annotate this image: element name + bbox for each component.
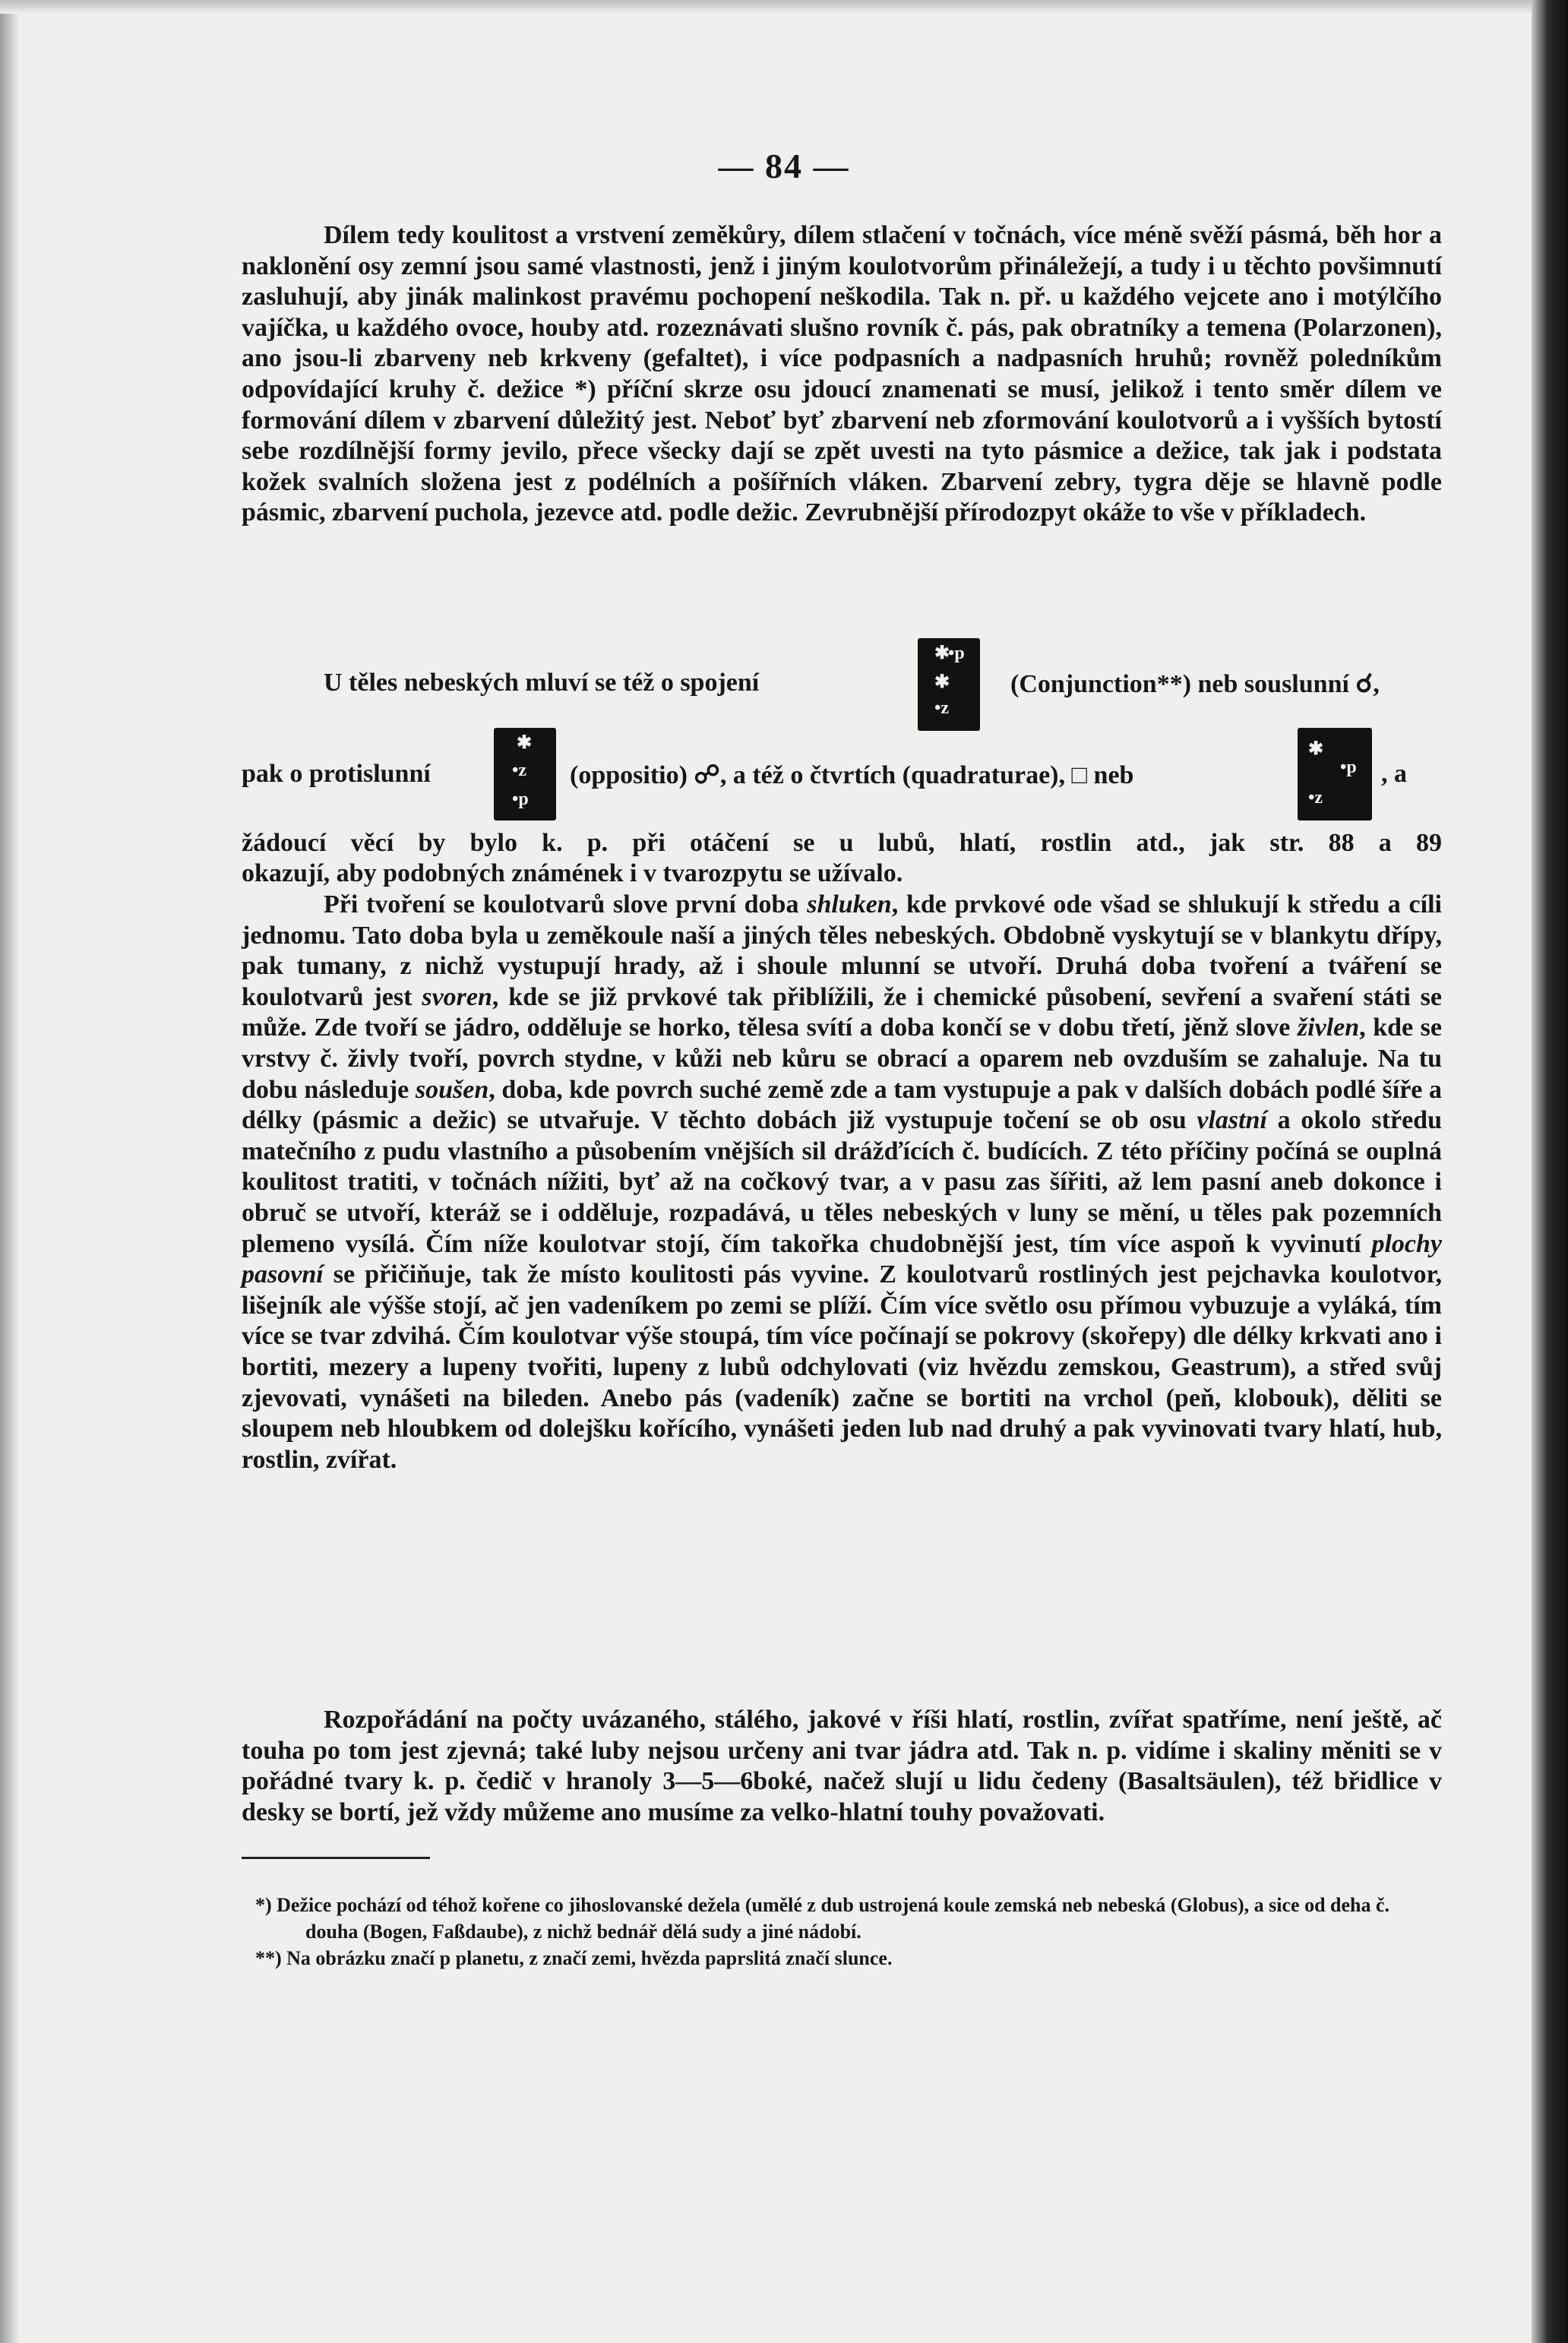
paragraph-3-part: , kde se vrstvy č. živly tvoří, povrch stydne, v kůži neb kůru se obrací a oparem neb ovzduším se zahaluje. Na tu dobu následuje [242,1013,1443,1104]
term-zivlen: živlen [1297,1013,1360,1042]
opposition-text: pak o protislunní [242,760,431,788]
paragraph-3-part: , kde prvkové ode všad se shlukují k středu a cíli jednomu. Tato doba byla u zeměkoule naší a jiných těles nebeských. Obdobně vyskytují se v blankytu dřípy, pak tumany, z nichž vystupují hrady, až i shoule mlunní se utvoří. Druhá doba tvoření a tváření se koulotvarů jest [242,890,1442,1011]
paragraph-3 [242,890,1442,1475]
planet-symbol: •p [1340,757,1357,777]
page-top-edge [0,0,1568,14]
paragraph-1 [242,220,1442,529]
footnote-divider [242,1857,430,1859]
term-svoren: svoren [422,982,492,1011]
page-number: — 84 — [718,147,850,185]
conjunction-row [242,638,1442,737]
conjunction-label: (Conjunction**) neb souslunní ☌, [1010,670,1380,698]
page-left-edge [0,0,20,2343]
footnote-1: *) Dežice pochází od téhož kořene co jihoslovanské dežela (umělé z dub ustrojená koule zemská neb nebeská (Globus), a sice od deha č. douha (Bogen, Faßdaube), z nichž bednář dělá sudy a jiné nádobí. [255,1894,1390,1943]
opposition-label: (oppositio) ☍, a též o čtvrtích (quadraturae), □ neb [570,761,1134,789]
paragraph-3-part: , doba, kde povrch suché země zde a tam vystupuje a pak v dalších dobách podlé šíře a délky (pásmic a dežic) se utvařuje. V těchto dobách již vystupuje točení se ob osu [242,1075,1442,1135]
signs-usage-line-2: okazují, aby podobných známének i v tvarozpytu se užívalo. [242,859,903,887]
quadrature-figure [1298,728,1372,821]
sun-symbol: ✱ [1308,739,1324,759]
sun-symbol: ✱ [934,672,950,692]
sun-symbol: ✱ [517,733,533,753]
paragraph-1-text: Dílem tedy koulitost a vrstvení zeměkůry, dílem stlačení v točnách, více méně svěží pásmá, běh hor a naklonění osy zemní jsou samé vlastnosti, jenž i jiným koulotvorům přináležejí, a tudy i u těchto povšimnutí zasluhují, aby jinák malinkost pravému pochopení neškodila. Tak n. př. u každého vejcete ano i motýlčího vajíčka, u každého ovoce, houby atd. rozeznávati slušno rovník č. pás, pak obratníky a temena (Polarzonen), ano jsou-li zbarveny neb krkveny (gefaltet), i více podpasních a nadpasních hruhů; rovněž poledníkům odpovídající kruhy č. dežice *) příční skrze osu jdoucí znamenati se musí, jelikož i tento směr dílem ve formování dílem v zbarvení důležitý jest. Neboť byť zbarvení neb zformování koulotvorů a i vyšších bytostí sebe rozdílnější formy jevilo, přece všecky dají se zpět uvesti na tyto pásmice a dežice, tak jak i podstata kožek svalních složena jest z podélních a pošířních vláken. Zbarvení zebry, tygra děje se hlavně podle pásmic, zbarvení puchola, jezevce atd. podle dežic. Zevrubnější přírodozpyt okáže to vše v příkladech. [242,221,1442,527]
footnote-2: **) Na obrázku značí p planetu, z značí zemi, hvězda paprslitá značí slunce. [255,1947,893,1969]
paragraph-3-part: Při tvoření se koulotvarů slove první doba [324,890,808,919]
signs-usage-row [242,829,1442,897]
signs-usage-line-1: žádoucí věcí by bylo k. p. při otáčení se u lubů, hlatí, rostlin atd., jak str. 88 a 89 [242,829,1442,857]
conjunction-figure [918,638,980,731]
term-shluken: shluken [807,890,892,919]
quadrature-trailing-text: , a [1381,760,1407,788]
page-right-edge [1532,0,1568,2343]
opposition-figure [494,728,556,821]
earth-symbol: •z [512,760,527,780]
conjunction-text: U těles nebeských mluví se též o spojení [324,669,760,697]
paragraph-3-text [242,890,1442,1475]
opposition-row [242,728,1442,827]
paragraph-3-part: a okolo středu matečního z pudu vlastního a působením vnějších sil drážďících č. budících. Z této příčiny počíná se ouplná koulitost tratiti, v točnách nížiti, byť až na cočkový tvar, a v pasu zas šířiti, až lem pasní aneb dokonce i obruč se utvoří, kteráž se i odděluje, rozpadává, u těles nebeských v luny se mění, u těles pak pozemních plemeno vysílá. Čím níže koulotvar stojí, čím takořka chudobnější jest, tím více aspoň k vyvinutí [242,1106,1442,1258]
footnotes [255,1892,1440,1971]
earth-symbol: •z [1308,788,1323,808]
planet-symbol: •p [512,789,529,809]
paragraph-4-text: Rozpořádání na počty uvázaného, stálého, jakové v říši hlatí, rostlin, zvířat spatříme, není ještě, ač touha po tom jest zjevná; také luby nejsou určeny ani tvar jádra atd. Tak n. p. vidíme i skaliny měniti se v pořádné tvary k. p. čedič v hranoly 3—5—6boké, načež slují u lidu čedeny (Basaltsäulen), též břidlice v desky se bortí, jež vždy můžeme ano musíme za velko-hlatní touhy považovati. [242,1706,1442,1826]
paragraph-3-part: se přičiňuje, tak že místo koulitosti pás vyvine. Z koulotvarů rostliných jest pejchavka koulotvor, lišejník ale výšše stojí, ač jen vadeníkem po zemi se plíží. Čím více světlo osu přímou vybuzuje a vyláká, tím více se tvar zdvihá. Čím koulotvar výše stoupá, tím více počínají se pokrovy (skořepy) dle délky krkvati ano i bortiti, mezery a lupeny tvořiti, lupeny z lubů odchylovati (viz hvězdu zemskou, Geastrum), a střed svůj zjevovati, vynášeti na bileden. Anebo pás (vadeník) začne se bortiti na vrchol (peň, klobouk), děliti se sloupem neb hloubkem od dolejšku kořícího, vynášeti jeden lub nad druhý a pak vyvinovati tvary hlatí, hub, rostlin, zvířat. [242,1260,1442,1474]
planet-symbol: •p [948,643,965,663]
paragraph-4 [242,1705,1442,1828]
term-plochy-pasovni: plochy pasovní [242,1229,1442,1289]
term-vlastni: vlastní [1197,1106,1267,1135]
paragraph-3-part: , kde se již prvkové tak přiblížili, že i chemické působení, sevření a svaření státi se může. Zde tvoří se jádro, odděluje se horko, tělesa svítí a doba končí se v dobu třetí, jěnž slove [242,982,1442,1042]
term-sousen: soušen [415,1075,489,1104]
sun-symbol: ✱ [934,643,950,663]
earth-symbol: •z [934,698,950,718]
